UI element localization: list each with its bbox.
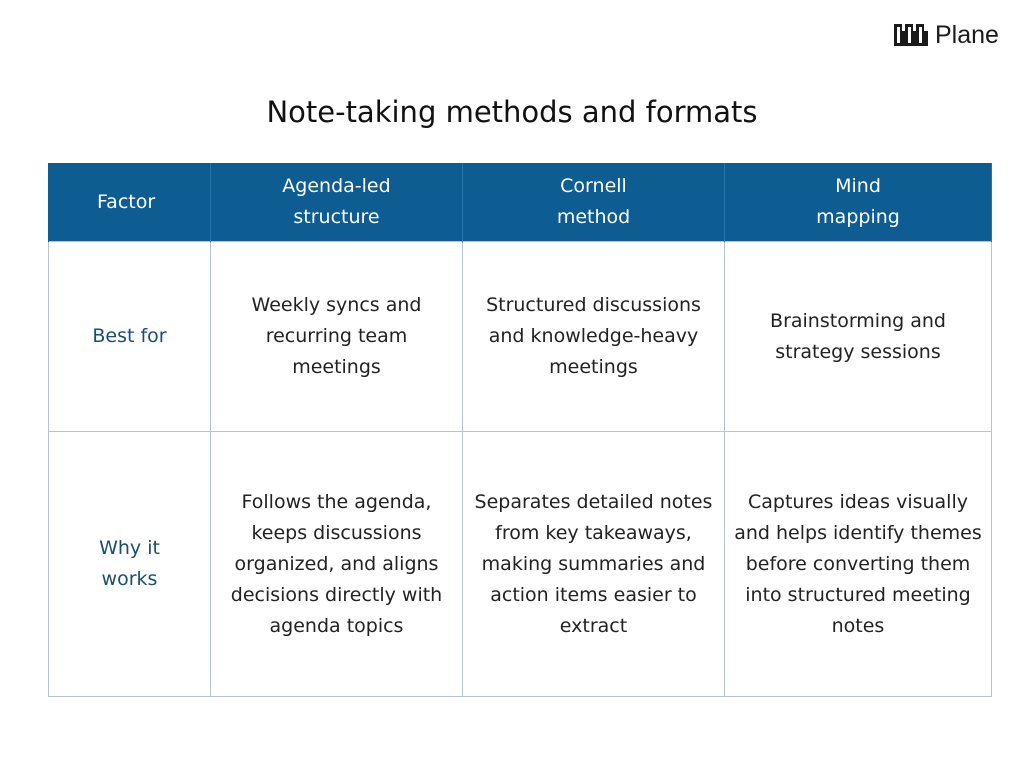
column-header-mind-mapping bbox=[725, 163, 992, 242]
table-row-why-it-works bbox=[49, 432, 992, 697]
column-header-factor bbox=[49, 163, 211, 242]
column-header-agenda-led bbox=[211, 163, 463, 242]
column-header-cornell bbox=[463, 163, 725, 242]
cell-text: Separates detailed notes from key takeaways, making summaries and action items easier to extract bbox=[474, 490, 713, 637]
cell-text: Brainstorming and strategy sessions bbox=[770, 309, 946, 363]
comparison-table bbox=[48, 163, 992, 697]
table-cell bbox=[463, 432, 725, 697]
table-row-best-for bbox=[49, 242, 992, 432]
table-header-row bbox=[49, 163, 992, 242]
brand-name: Plane bbox=[935, 21, 999, 49]
table-cell bbox=[725, 432, 992, 697]
row-label-cell bbox=[49, 432, 211, 697]
column-header-label: Cornell method bbox=[556, 175, 631, 228]
cell-text: Weekly syncs and recurring team meetings bbox=[251, 294, 422, 378]
table-cell bbox=[725, 242, 992, 432]
column-header-label: Factor bbox=[97, 190, 156, 213]
plane-logo-icon bbox=[893, 21, 929, 49]
cell-text: Structured discussions and knowledge-heavy meetings bbox=[486, 294, 701, 378]
page-title: Note-taking methods and formats bbox=[266, 95, 758, 129]
row-label: Best for bbox=[92, 325, 167, 347]
table-cell bbox=[211, 242, 463, 432]
column-header-label: Agenda-led structure bbox=[282, 175, 391, 228]
cell-text: Captures ideas visually and helps identify themes before converting them into structured meeting notes bbox=[734, 490, 982, 637]
table-cell bbox=[211, 432, 463, 697]
table-cell bbox=[463, 242, 725, 432]
cell-text: Follows the agenda, keeps discussions organized, and aligns decisions directly with agenda topics bbox=[230, 490, 443, 637]
row-label-cell bbox=[49, 242, 211, 432]
column-header-label: Mind mapping bbox=[816, 175, 900, 228]
row-label: Why it works bbox=[99, 537, 160, 590]
brand-logo bbox=[893, 20, 999, 50]
